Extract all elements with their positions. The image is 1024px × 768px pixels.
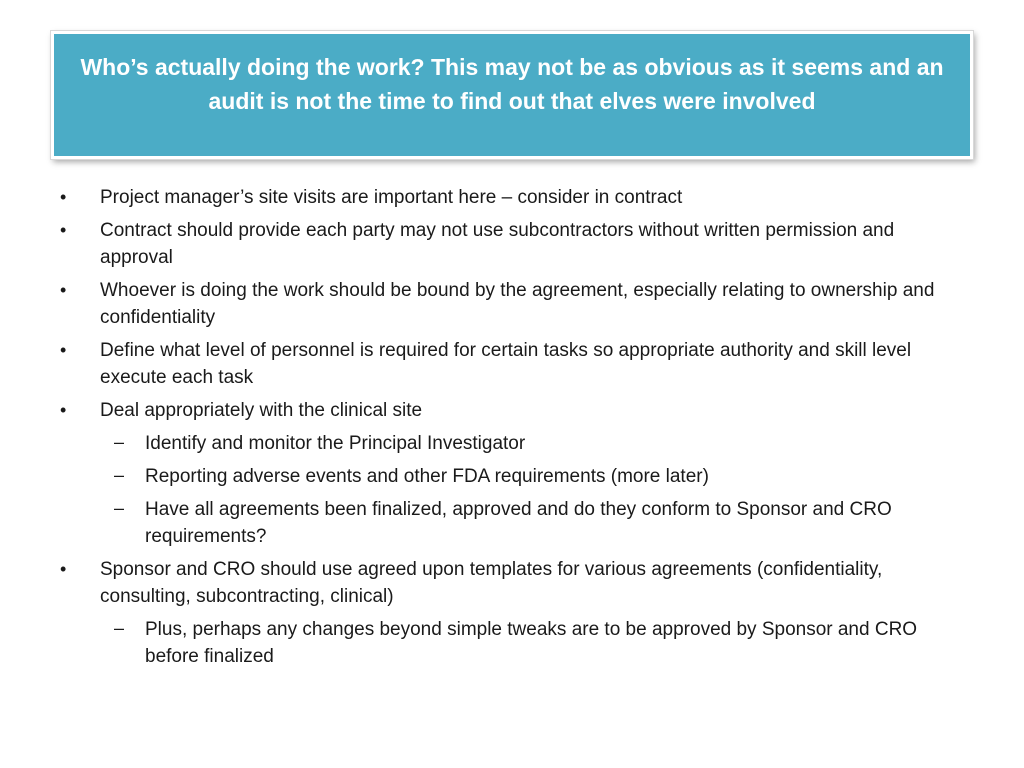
sub-bullet-item: [100, 430, 958, 457]
sub-bullet-item: [100, 616, 958, 670]
sub-bullet-item: [100, 463, 958, 490]
sub-bullet-text: Plus, perhaps any changes beyond simple tweaks are to be approved by Sponsor and CRO before finalized: [145, 619, 918, 667]
bullet-list: [58, 184, 958, 670]
bullet-marker: •: [60, 340, 67, 360]
dash-marker: –: [114, 618, 125, 638]
dash-marker: –: [114, 465, 125, 485]
title-box: [51, 31, 973, 159]
dash-marker: –: [114, 432, 125, 452]
sub-bullet-text: Have all agreements been finalized, approved and do they conform to Sponsor and CRO requirements?: [145, 499, 892, 547]
bullet-marker: •: [60, 400, 67, 420]
bullet-marker: •: [60, 220, 67, 240]
bullet-text: Project manager’s site visits are important here – consider in contract: [100, 187, 683, 208]
bullet-marker: •: [60, 559, 67, 579]
bullet-item: [58, 277, 958, 331]
slide-body: [58, 184, 958, 676]
sub-bullet-list: [100, 430, 958, 550]
bullet-item: [58, 337, 958, 391]
sub-bullet-list: [100, 616, 958, 670]
sub-bullet-text: Identify and monitor the Principal Investigator: [145, 433, 526, 454]
bullet-text: Whoever is doing the work should be bound by the agreement, especially relating to ownership and confidentiality: [100, 280, 935, 328]
bullet-marker: •: [60, 187, 67, 207]
bullet-item: [58, 556, 958, 670]
bullet-text: Contract should provide each party may not use subcontractors without written permission and approval: [100, 220, 895, 268]
slide-title: Who’s actually doing the work? This may not be as obvious as it seems and an audit is not the time to find out that elves were involved: [80, 54, 944, 114]
dash-marker: –: [114, 498, 125, 518]
bullet-item: [58, 184, 958, 211]
bullet-text: Deal appropriately with the clinical site: [100, 400, 423, 421]
sub-bullet-item: [100, 496, 958, 550]
bullet-item: [58, 217, 958, 271]
bullet-item: [58, 397, 958, 550]
bullet-text: Sponsor and CRO should use agreed upon templates for various agreements (confidentiality, consulting, subcontracting, clinical): [100, 559, 883, 607]
bullet-marker: •: [60, 280, 67, 300]
sub-bullet-text: Reporting adverse events and other FDA requirements (more later): [145, 466, 709, 487]
bullet-text: Define what level of personnel is required for certain tasks so appropriate authority and skill level execute each task: [100, 340, 912, 388]
